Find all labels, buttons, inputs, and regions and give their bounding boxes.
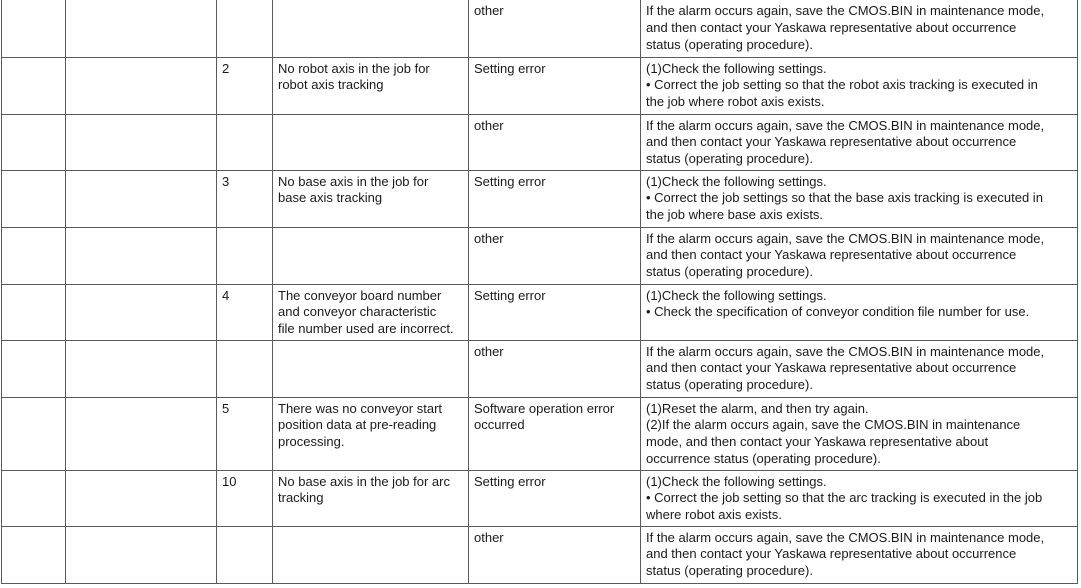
alarm-name-cell (66, 470, 217, 526)
cause-cell (469, 114, 641, 170)
sub-code-text: 5 (222, 400, 230, 416)
cause-cell (469, 57, 641, 114)
cell-text-line: status (operating procedure). (646, 264, 813, 280)
sub-code-cell (217, 170, 273, 227)
sub-code-cell (217, 340, 273, 397)
cell-text-line: the job where base axis exists. (646, 207, 824, 223)
alarm-number-cell (2, 526, 66, 583)
meaning-cell (273, 57, 469, 114)
cell-text-line: mode, and then contact your Yaskawa representative about (646, 434, 989, 450)
cell-text-line: the job where robot axis exists. (646, 94, 825, 110)
table-row (2, 397, 1078, 470)
cell-text-line: tracking (278, 490, 324, 506)
cause-cell (469, 397, 641, 470)
alarm-name-cell (66, 170, 217, 227)
cell-text-line: status (operating procedure). (646, 151, 813, 167)
cell-text-line: and then contact your Yaskawa representative about occurrence (646, 134, 1017, 150)
cell-text-line: No base axis in the job for arc (278, 473, 450, 489)
cell-text-line: Software operation error (474, 400, 615, 416)
sub-code-cell (217, 0, 273, 57)
meaning-cell (273, 114, 469, 170)
cell-text-line: • Correct the job setting so that the robot axis tracking is executed in (646, 77, 1038, 93)
remedy-cell (641, 170, 1078, 227)
cause-cell (469, 470, 641, 526)
alarm-number-cell (2, 470, 66, 526)
alarm-table-body (2, 0, 1078, 583)
cell-text-line: other (474, 117, 504, 133)
cell-text-line: If the alarm occurs again, save the CMOS.BIN in maintenance mode, (646, 117, 1045, 133)
sub-code-cell (217, 397, 273, 470)
alarm-number-cell (2, 397, 66, 470)
cell-text-line: If the alarm occurs again, save the CMOS.BIN in maintenance mode, (646, 529, 1045, 545)
sub-code-cell (217, 526, 273, 583)
cell-text-line: The conveyor board number (278, 287, 442, 303)
table-row (2, 114, 1078, 170)
alarm-number-cell (2, 170, 66, 227)
table-row (2, 0, 1078, 57)
alarm-name-cell (66, 284, 217, 340)
cell-text-line: robot axis tracking (278, 77, 384, 93)
cell-text-line: position data at pre-reading (278, 417, 437, 433)
cause-cell (469, 227, 641, 284)
cell-text-line: other (474, 529, 504, 545)
cell-text-line: (1)Reset the alarm, and then try again. (646, 400, 869, 416)
cell-text-line: and then contact your Yaskawa representative about occurrence (646, 247, 1017, 263)
cell-text-line: and then contact your Yaskawa representative about occurrence (646, 360, 1017, 376)
sub-code-cell (217, 227, 273, 284)
cell-text-line: other (474, 3, 504, 18)
cell-text-line: If the alarm occurs again, save the CMOS.BIN in maintenance mode, (646, 230, 1045, 246)
alarm-number-cell (2, 57, 66, 114)
cause-cell (469, 526, 641, 583)
alarm-number-cell (2, 284, 66, 340)
cell-text-line: (1)Check the following settings. (646, 173, 827, 189)
remedy-cell (641, 340, 1078, 397)
cell-text-line: If the alarm occurs again, save the CMOS.BIN in maintenance mode, (646, 343, 1045, 359)
cell-text-line: (1)Check the following settings. (646, 60, 827, 76)
alarm-name-cell (66, 114, 217, 170)
sub-code-cell (217, 114, 273, 170)
cell-text-line: where robot axis exists. (646, 507, 782, 523)
cell-text-line: status (operating procedure). (646, 36, 813, 52)
cell-text-line: Setting error (474, 287, 546, 303)
meaning-cell (273, 397, 469, 470)
alarm-name-cell (66, 397, 217, 470)
cell-text-line: status (operating procedure). (646, 377, 813, 393)
sub-code-text: 4 (222, 287, 230, 303)
table-row (2, 170, 1078, 227)
cause-cell (469, 0, 641, 57)
cell-text-line: If the alarm occurs again, save the CMOS.BIN in maintenance mode, (646, 3, 1045, 18)
meaning-cell (273, 470, 469, 526)
cell-text-line: No robot axis in the job for (278, 60, 430, 76)
remedy-cell (641, 284, 1078, 340)
cell-text-line: processing. (278, 434, 345, 450)
cell-text-line: No base axis in the job for (278, 173, 429, 189)
meaning-cell (273, 227, 469, 284)
cell-text-line: other (474, 343, 504, 359)
table-row (2, 526, 1078, 583)
alarm-number-cell (2, 0, 66, 57)
sub-code-text: 3 (222, 173, 230, 189)
cell-text-line: and then contact your Yaskawa representative about occurrence (646, 546, 1017, 562)
cell-text-line: • Correct the job settings so that the base axis tracking is executed in (646, 190, 1043, 206)
alarm-name-cell (66, 340, 217, 397)
remedy-cell (641, 114, 1078, 170)
table-row (2, 284, 1078, 340)
remedy-cell (641, 57, 1078, 114)
sub-code-text: 2 (222, 60, 230, 76)
alarm-number-cell (2, 227, 66, 284)
cell-text-line: (1)Check the following settings. (646, 473, 827, 489)
alarm-name-cell (66, 227, 217, 284)
cell-text-line: • Correct the job setting so that the arc tracking is executed in the job (646, 490, 1043, 506)
cell-text-line: base axis tracking (278, 190, 383, 206)
cell-text-line: occurrence status (operating procedure). (646, 450, 881, 466)
cause-cell (469, 284, 641, 340)
remedy-cell (641, 526, 1078, 583)
cell-text-line: (2)If the alarm occurs again, save the CMOS.BIN in maintenance (646, 417, 1021, 433)
meaning-cell (273, 526, 469, 583)
meaning-cell (273, 340, 469, 397)
meaning-cell (273, 0, 469, 57)
table-row (2, 227, 1078, 284)
cell-text-line: Setting error (474, 473, 546, 489)
cause-cell (469, 170, 641, 227)
table-row (2, 57, 1078, 114)
sub-code-cell (217, 470, 273, 526)
alarm-name-cell (66, 0, 217, 57)
meaning-cell (273, 170, 469, 227)
remedy-cell (641, 227, 1078, 284)
cell-text-line: file number used are incorrect. (278, 321, 454, 337)
table-row (2, 340, 1078, 397)
cause-cell (469, 340, 641, 397)
alarm-name-cell (66, 526, 217, 583)
cell-text-line: occurred (474, 417, 525, 433)
alarm-number-cell (2, 114, 66, 170)
alarm-name-cell (66, 57, 217, 114)
sub-code-text: 10 (222, 473, 237, 489)
cell-text-line: status (operating procedure). (646, 563, 813, 579)
cell-text-line: other (474, 230, 504, 246)
remedy-cell (641, 397, 1078, 470)
cell-text-line: and conveyor characteristic (278, 304, 437, 320)
alarm-number-cell (2, 340, 66, 397)
remedy-cell (641, 470, 1078, 526)
meaning-cell (273, 284, 469, 340)
remedy-cell (641, 0, 1078, 57)
table-row (2, 470, 1078, 526)
cell-text-line: Setting error (474, 60, 546, 76)
cell-text-line: (1)Check the following settings. (646, 287, 827, 303)
cell-text-line: Setting error (474, 173, 546, 189)
cell-text-line: and then contact your Yaskawa representative about occurrence (646, 19, 1017, 35)
cell-text-line: • Check the specification of conveyor condition file number for use. (646, 304, 1030, 320)
sub-code-cell (217, 284, 273, 340)
alarm-table (1, 0, 1078, 584)
sub-code-cell (217, 57, 273, 114)
cell-text-line: There was no conveyor start (278, 400, 443, 416)
